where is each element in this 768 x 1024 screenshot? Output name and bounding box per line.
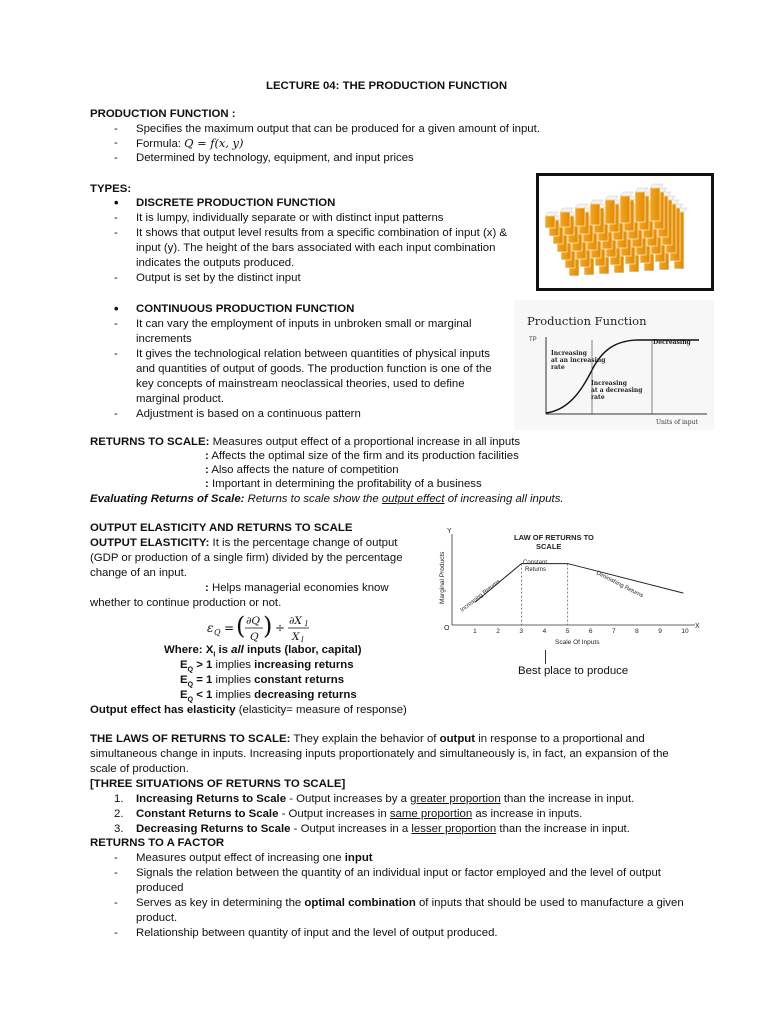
- list-item: - Specifies the maximum output that can be produced for a given amount of input.: [136, 122, 540, 136]
- list-item-continuation: product.: [136, 912, 178, 924]
- elasticity-line: OUTPUT ELASTICITY: It is the percentage change of output: [90, 537, 398, 549]
- discrete-bar: [635, 192, 645, 222]
- section-heading-types: TYPES:: [90, 183, 132, 195]
- list-item-formula: - Formula: Q = f(x, y): [136, 136, 243, 151]
- label-increasing-rate: Increasing: [551, 350, 587, 357]
- discrete-production-image: [536, 173, 714, 291]
- output-effect-line: Output effect has elasticity (elasticity= measure of response): [90, 704, 407, 716]
- svg-text:I: I: [301, 636, 304, 644]
- svg-text:=: =: [224, 621, 235, 635]
- returns-sub-item: : Affects the optimal size of the firm and its production facilities: [205, 450, 519, 462]
- constant-returns-label: Constant: [523, 560, 548, 566]
- list-item-continuation: and quantities of output of goods. The production function is one of the: [136, 363, 492, 375]
- discrete-bar-top: [590, 200, 603, 204]
- x-axis-label: Units of input: [656, 419, 698, 426]
- discrete-bar: [560, 212, 570, 227]
- x-tick-label: 6: [588, 628, 593, 635]
- svg-text:∂X: ∂X: [289, 615, 302, 627]
- list-item: - It is lumpy, individually separate or with distinct input patterns: [136, 211, 443, 225]
- x-tick-label: 8: [635, 628, 639, 635]
- elasticity-line: change of an input.: [90, 567, 187, 579]
- law-of-returns-chart: [430, 522, 710, 652]
- x-tick-label: 4: [542, 628, 547, 635]
- laws-line: simultaneous change in inputs. Increasing inputs proportionately and simultaneously is, in fact, an expansion of the: [90, 748, 669, 760]
- discrete-bar: [545, 216, 555, 228]
- situation-item: 3. Decreasing Returns to Scale - Output increases in a lesser proportion than the increase in input.: [114, 823, 630, 835]
- list-item-continuation: indicates the outputs produced.: [136, 257, 295, 269]
- label-decreasing: Decreasing: [653, 339, 691, 346]
- x-tick-label: 1: [473, 628, 477, 635]
- x-tick-label: 3: [519, 628, 524, 635]
- x-axis-label: Scale Of Inputs: [555, 639, 600, 646]
- svg-text:Q: Q: [214, 628, 221, 637]
- section-heading-returns-to-factor: RETURNS TO A FACTOR: [90, 837, 225, 849]
- list-item: - It can vary the employment of inputs in unbroken small or marginal: [136, 317, 472, 331]
- formula: Q = f(x, y): [184, 136, 244, 150]
- discrete-bar-top: [560, 208, 573, 212]
- list-item-continuation: increments: [136, 333, 192, 345]
- svg-text:÷: ÷: [275, 621, 286, 635]
- elasticity-formula: [205, 610, 325, 646]
- elasticity-rule-constant: $E_Q = 1$ implies constant returns: [180, 674, 345, 689]
- series-line: [475, 564, 683, 603]
- svg-text:ε: ε: [207, 621, 214, 635]
- constant-returns-label: Returns: [525, 567, 547, 573]
- axis-x-letter: X: [695, 623, 700, 630]
- elasticity-helps-cont: whether to continue production or not.: [90, 597, 282, 609]
- label-increasing-rate: rate: [551, 364, 565, 371]
- caption-pointer: [545, 650, 546, 664]
- label-decreasing-rate: Increasing: [591, 380, 627, 387]
- discrete-bar-top: [575, 204, 588, 208]
- page-title: LECTURE 04: THE PRODUCTION FUNCTION: [266, 80, 508, 92]
- diminishing-returns-label: Diminishing Returns: [595, 570, 645, 600]
- discrete-bar-top: [545, 212, 558, 216]
- svg-text:Q: Q: [250, 631, 259, 643]
- section-heading-production-function: PRODUCTION FUNCTION :: [90, 108, 236, 120]
- svg-text:I: I: [305, 620, 308, 628]
- list-item: - It gives the technological relation between quantities of physical inputs: [136, 347, 490, 361]
- discrete-bar: [575, 208, 585, 226]
- x-tick-label: 5: [565, 628, 570, 635]
- discrete-bar: [590, 204, 600, 225]
- situation-item: 2. Constant Returns to Scale - Output increases in same proportion as increase in inputs.: [114, 808, 583, 820]
- returns-sub-item: : Important in determining the profitability of a business: [205, 478, 482, 490]
- list-item: - Serves as key in determining the optimal combination of inputs that should be used to manufacture a given: [136, 896, 684, 910]
- subheading-continuous: • CONTINUOUS PRODUCTION FUNCTION: [136, 302, 354, 316]
- axis-y-letter: Y: [447, 528, 452, 535]
- discrete-bar-top: [650, 184, 663, 188]
- svg-text:X: X: [292, 631, 300, 643]
- discrete-bar-top: [620, 192, 633, 196]
- returns-to-scale-line: RETURNS TO SCALE: Measures output effect of a proportional increase in all inputs: [90, 436, 521, 448]
- y-axis-label: TP: [529, 337, 537, 343]
- list-item: - Adjustment is based on a continuous pattern: [136, 407, 361, 421]
- elasticity-rule-increasing: $E_Q > 1$ implies increasing returns: [180, 659, 354, 674]
- discrete-bar: [605, 200, 615, 224]
- discrete-bar-top: [605, 196, 618, 200]
- list-item: - Measures output effect of increasing one input: [136, 851, 373, 865]
- situation-item: 1. Increasing Returns to Scale - Output increases by a greater proportion than the increase in input.: [114, 793, 635, 805]
- section-heading-elasticity: OUTPUT ELASTICITY AND RETURNS TO SCALE: [90, 522, 353, 534]
- chart-title: LAW OF RETURNS TO: [514, 533, 594, 542]
- where-line: Where: $X_I$ is all inputs (labor, capital): [164, 644, 362, 659]
- laws-line: THE LAWS OF RETURNS TO SCALE: They explain the behavior of output in response to a proportional and: [90, 733, 645, 745]
- x-tick-label: 10: [681, 628, 689, 635]
- list-item-continuation: marginal product.: [136, 393, 225, 405]
- list-item-continuation: key concepts of mainstream neoclassical theories, used to define: [136, 378, 465, 390]
- elasticity-line: (GDP or production of a single firm) divided by the percentage: [90, 552, 403, 564]
- discrete-bar: [650, 188, 660, 221]
- situations-heading: [THREE SITUATIONS OF RETURNS TO SCALE]: [90, 778, 346, 790]
- elasticity-rule-decreasing: $E_Q < 1$ implies decreasing returns: [180, 689, 357, 704]
- production-function-figure: [514, 300, 714, 430]
- label-decreasing-rate: at a decreasing: [591, 387, 643, 394]
- y-axis-label: Marginal Products: [439, 551, 446, 604]
- x-tick-label: 7: [612, 628, 616, 635]
- x-tick-label: 9: [658, 628, 662, 635]
- increasing-returns-label: Increasing Returns: [459, 578, 502, 614]
- list-item: - Output is set by the distinct input: [136, 271, 301, 285]
- evaluating-returns-line: Evaluating Returns of Scale: Returns to scale show the output effect of increasing all inputs.: [90, 493, 564, 505]
- returns-sub-item: : Also affects the nature of competition: [205, 464, 399, 476]
- elasticity-helps: : Helps managerial economies know: [205, 582, 389, 594]
- list-item: - Signals the relation between the quantity of an individual input or factor employed and the level of output: [136, 866, 661, 880]
- list-item: - Determined by technology, equipment, and input prices: [136, 151, 414, 165]
- chart-caption: Best place to produce: [518, 665, 629, 677]
- svg-text:(: (: [236, 612, 246, 640]
- svg-text:∂Q: ∂Q: [246, 615, 261, 627]
- discrete-bar-top: [635, 188, 648, 192]
- list-item: - Relationship between quantity of input and the level of output produced.: [136, 926, 498, 940]
- x-tick-label: 2: [496, 628, 500, 635]
- label-increasing-rate: at an increasing: [551, 357, 606, 364]
- svg-text:): ): [263, 612, 273, 640]
- list-item-continuation: produced: [136, 882, 184, 894]
- chart-title: SCALE: [536, 542, 562, 551]
- list-item: - It shows that output level results from a specific combination of input (x) &: [136, 226, 507, 240]
- subheading-discrete: • DISCRETE PRODUCTION FUNCTION: [136, 196, 335, 210]
- origin-label: O: [444, 625, 450, 632]
- label-decreasing-rate: rate: [591, 394, 605, 401]
- list-item-continuation: input (y). The height of the bars associated with each input combination: [136, 242, 496, 254]
- laws-line: scale of production.: [90, 763, 189, 775]
- discrete-bar: [620, 196, 630, 223]
- figure-title: Production Function: [527, 314, 647, 328]
